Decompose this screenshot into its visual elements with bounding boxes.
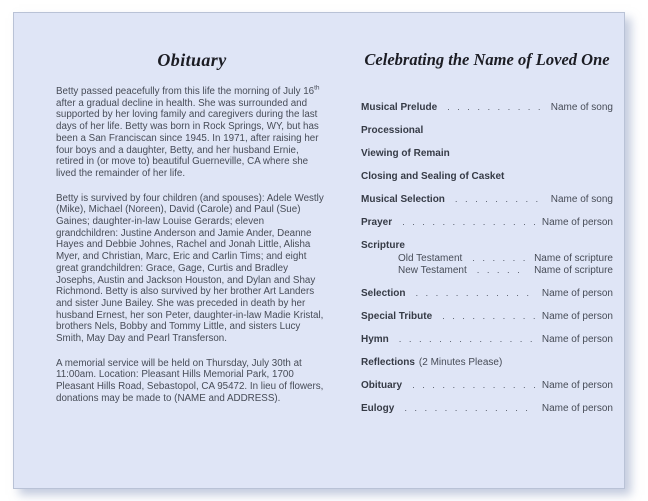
item-label: Eulogy <box>361 403 395 414</box>
item-label: Special Tribute <box>361 311 433 322</box>
item-label: Viewing of Remain <box>361 148 450 159</box>
order-of-service-page <box>361 49 613 426</box>
dotted-leader <box>447 102 544 113</box>
dotted-leader <box>455 194 544 205</box>
program-item-old-testament <box>361 253 613 264</box>
item-label: Musical Selection <box>361 194 445 205</box>
program-item-prayer <box>361 217 613 228</box>
item-value: Name of person <box>541 311 613 322</box>
item-label: Scripture <box>361 240 405 251</box>
obituary-paragraph-3: A memorial service will be held on Thursday, July 30th at 11:00am. Location: Pleasant Hills Memorial Park, 1700 Pleasant Hills Road, Sebastopol, CA 95472. In lieu of flowers, donations may be made to (NAME and ADDRESS). <box>56 357 324 404</box>
item-label: Reflections <box>361 357 415 368</box>
item-value: Name of person <box>541 334 613 345</box>
program-sheet <box>13 12 625 489</box>
dotted-leader <box>399 334 535 345</box>
dotted-leader <box>442 311 535 322</box>
item-value: Name of person <box>541 403 613 414</box>
program-item-new-testament <box>361 265 613 276</box>
program-item-reflections <box>361 357 613 368</box>
program-item-special-tribute <box>361 311 613 322</box>
program-item-processional <box>361 125 613 136</box>
item-value: Name of person <box>541 217 613 228</box>
dotted-leader <box>472 253 527 264</box>
item-note: (2 Minutes Please) <box>418 357 503 368</box>
program-item-selection <box>361 288 613 299</box>
program-item-hymn <box>361 334 613 345</box>
program-item-obituary <box>361 380 613 391</box>
item-label: Hymn <box>361 334 389 345</box>
item-label: Prayer <box>361 217 393 228</box>
item-value: Name of scripture <box>534 265 613 276</box>
obituary-page-title: Obituary <box>157 50 227 70</box>
item-label: Old Testament <box>398 252 463 264</box>
item-label: Obituary <box>361 380 403 391</box>
program-item-viewing-of-remain <box>361 148 613 159</box>
obituary-paragraph-1-text: Betty passed peacefully from this life the morning of July 16 <box>56 86 315 97</box>
dotted-leader <box>415 288 534 299</box>
item-value: Name of person <box>541 288 613 299</box>
obituary-paragraph-1-continued: after a gradual decline in health. She was surrounded and supported by her loving family and caregivers during the last days of her life. Betty was born in Rock Springs, WY, but has been a San Franciscan since 1945. In 1971, after raising her four boys and a daughter, Betty, and her husband Ernie, retired in (or move to) beautiful Guerneville, CA where she lived the remainder of her life. <box>56 97 319 179</box>
item-label: Processional <box>361 125 424 136</box>
ordinal-superscript: th <box>314 84 320 92</box>
program-item-musical-selection <box>361 194 613 205</box>
item-label: Selection <box>361 288 406 299</box>
item-value: Name of song <box>550 102 613 113</box>
dotted-leader <box>477 265 527 276</box>
obituary-paragraph-1 <box>56 86 328 180</box>
item-label: Musical Prelude <box>361 102 438 113</box>
item-value: Name of person <box>541 380 613 391</box>
program-item-closing-and-sealing-of-casket <box>361 171 613 182</box>
program-item-eulogy <box>361 403 613 414</box>
celebration-page-title: Celebrating the Name of Loved One <box>364 50 610 69</box>
dotted-leader <box>402 217 535 228</box>
dotted-leader <box>404 403 535 414</box>
item-value: Name of song <box>550 194 613 205</box>
item-value: Name of scripture <box>534 252 613 264</box>
program-item-musical-prelude <box>361 102 613 113</box>
obituary-paragraph-2: Betty is survived by four children (and spouses): Adele Westly (Mike), Michael (Noreen), David (Carole) and Paul (Sue) Gaines; daughter-in-law Louise Gerards; eleven grandchildren: Justine Anderson and Jamie Ander, Deanne Hayes and Debbie Johnes, Rachel and Jonah Little, Alisha Myer, and Christian, Marc, Eric and Carlin Tims; and eight great grandchildren: Grace, Gage, Curtis and Bradley Josephs, Austin and Jackson Houston, and Dylan and Shay Richmond. Betty is also survived by her brother Art Landers and sister June Bailey. She was preceded in death by her husband Ernest, her son Peter, daughter-in-law Madie Kristal, brothers Nels, Bobby and Tommy Little, and sisters Lucy Smith, May Day and Pearl Transferson. <box>56 192 324 345</box>
item-label: New Testament <box>398 265 467 276</box>
item-label: Closing and Sealing of Casket <box>361 171 505 182</box>
dotted-leader <box>412 380 535 391</box>
program-item-scripture <box>361 240 613 251</box>
obituary-page <box>56 49 328 418</box>
